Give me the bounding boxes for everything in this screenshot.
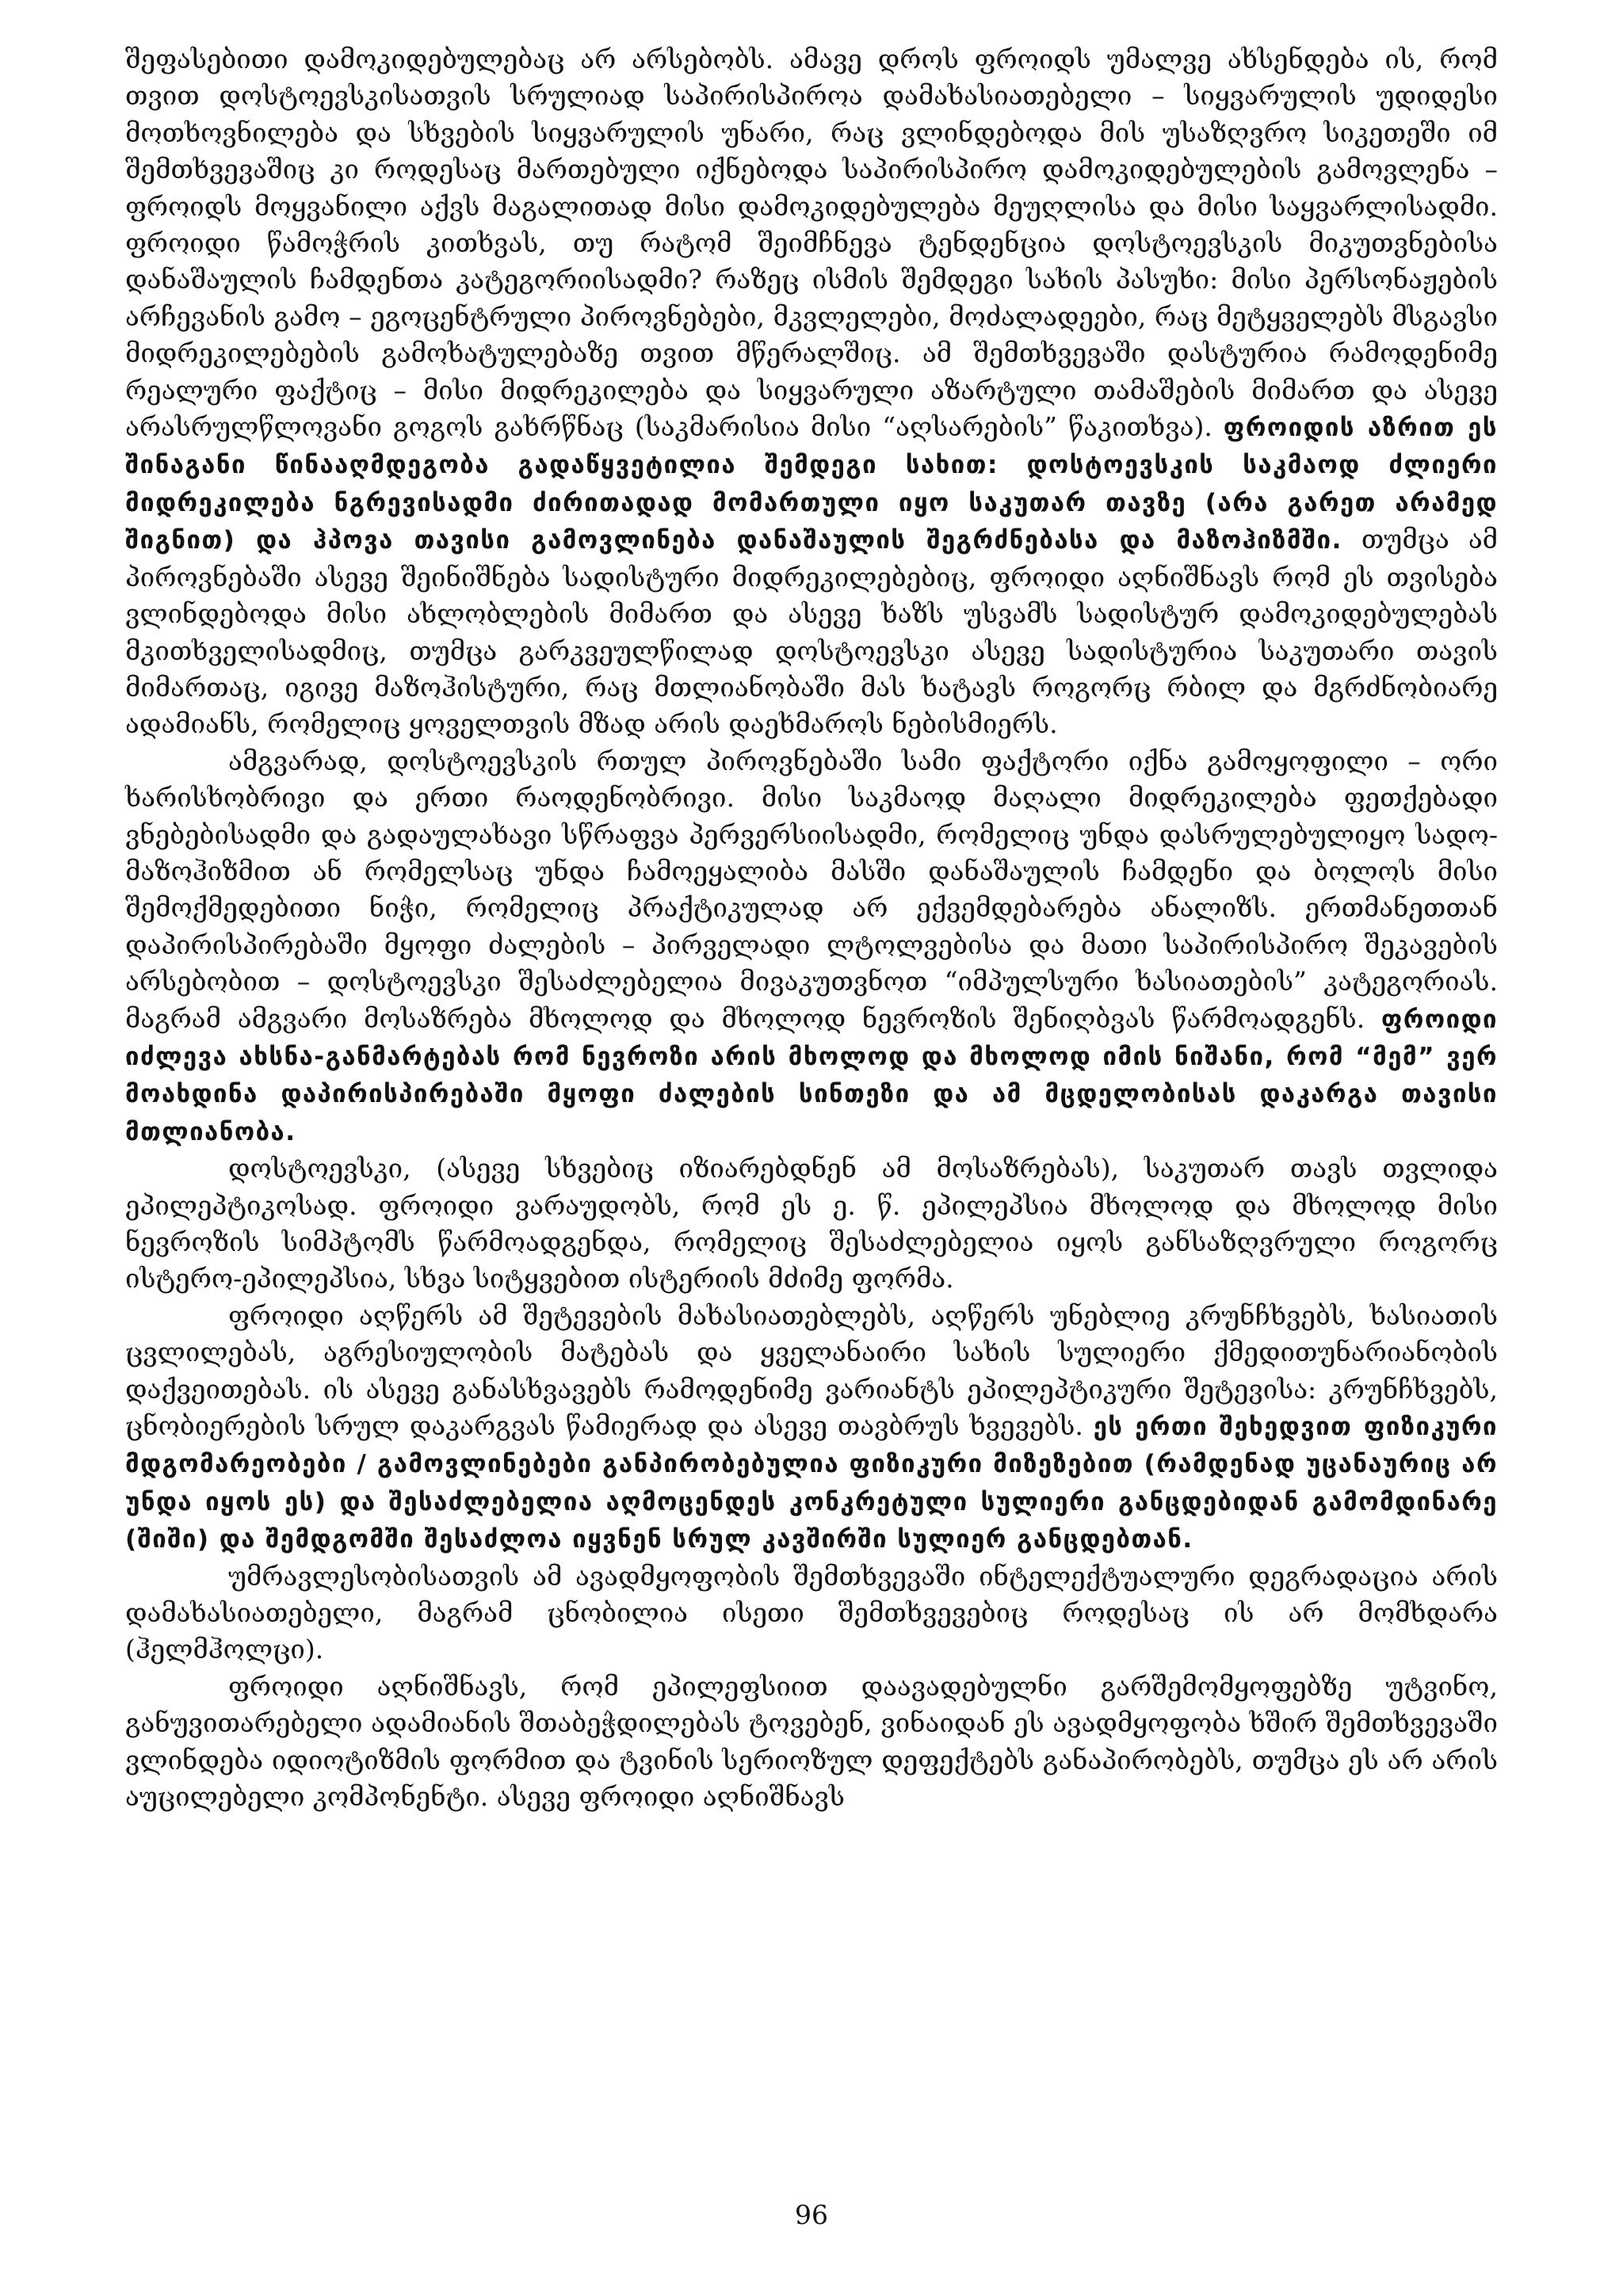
paragraph-4-bold-1: ეს ერთი შეხედვით ფიზიკური მდგომარეობები / გამოვლინებები განპირობებულია ფიზიკური მიზეზებით (რამდენად უცანაურიც არ უნდა იყოს ეს) და შესაძლებელია აღმოცენდეს კონკრეტული სულიერი განცდებიდან გამომდინარე (შიში) და შემდგომში შესაძლოა იყვნენ სრულ კავშირში სულიერ განცდებთან. <box>125 1413 1498 1554</box>
paragraph-3 <box>125 1150 1498 1298</box>
paragraph-1-bold-1: ფროიდის აზრით ეს შინაგანი წინააღმდეგობა გადაწყვეტილია შემდეგი სახით: დოსტოევსკის საკმაოდ ძლიერი მიდრეკილება ნგრევისადმი ძირითადად მომართული იყო საკუთარ თავზე (არა გარეთ არამედ შიგნით) და ჰპოვა თავისი გამოვლინება დანაშაულის შეგრძნებასა და მაზოჰიზმში. <box>125 414 1498 555</box>
paragraph-6-text-1: ფროიდი აღნიშნავს, რომ ეპილეფსიით დაავადებულნი გარშემომყოფებზე უტვინო, განუვითარებელი ადამიანის შთაბეჭდილებას ტოვებენ, ვინაიდან ეს ავადმყოფობა ხშირ შემთხვევაში ვლინდება იდიოტიზმის ფორმით და ტვინის სერიოზულ დეფექტებს განაპირობებს, თუმცა ეს არ არის აუცილებელი კომპონენტი. ასევე ფროიდი აღნიშნავს <box>125 1670 1498 1813</box>
paragraph-5 <box>125 1558 1498 1669</box>
paragraph-5-text-1: უმრავლესობისათვის ამ ავადმყოფობის შემთხვევაში ინტელექტუალური დეგრადაცია არის დამახასიათებელი, მაგრამ ცნობილია ისეთი შემთხვევებიც როდესაც ის არ მომხდარა (ჰელმჰოლცი). <box>125 1560 1498 1665</box>
paragraph-2 <box>125 743 1498 1150</box>
paragraph-3-text-1: დოსტოევსკი, (ასევე სხვებიც იზიარებდნენ ამ მოსაზრებას), საკუთარ თავს თვლიდა ეპილეპტიკოსად. ფროიდი ვარაუდობს, რომ ეს ე. წ. ეპილეპსია მხოლოდ და მხოლოდ მისი ნევროზის სიმპტომს წარმოადგენდა, რომელიც შესაძლებელია იყოს განსაზღვრული როგორც ისტერო-ეპილეპსია, სხვა სიტყვებით ისტერიის მძიმე ფორმა. <box>125 1153 1498 1295</box>
paragraph-6 <box>125 1669 1498 1816</box>
paragraph-2-bold-1: ფროიდი იძლევა ახსნა-განმარტებას რომ ნევროზი არის მხოლოდ და მხოლოდ იმის ნიშანი, რომ “მემ” ვერ მოახდინა დაპირისპირებაში მყოფი ძალების სინთეზი და ამ მცდელობისას დაკარგა თავისი მთლიანობა. <box>125 1005 1498 1146</box>
page-number: 96 <box>795 2199 828 2230</box>
paragraph-1 <box>125 41 1498 743</box>
paragraph-1-text-2: თუმცა ამ პიროვნებაში ასევე შეინიშნება სადისტური მიდრეკილებებიც, ფროიდი აღნიშნავს რომ ეს თვისება ვლინდებოდა მისი ახლობლების მიმართ და ასევე ხაზს უსვამს სადისტურ დამოკიდებულებას მკითხველისადმიც, თუმცა გარკვეულწილად დოსტოევსკი ასევე სადისტურია საკუთარი თავის მიმართაც, იგივე მაზოჰისტური, რაც მთლიანობაში მას ხატავს როგორც რბილ და მგრძნობიარე ადამიანს, რომელიც ყოველთვის მზად არის დაეხმაროს ნებისმიერს. <box>125 524 1498 740</box>
paragraph-4-text-1: ფროიდი აღწერს ამ შეტევების მახასიათებლებს, აღწერს უნებლიე კრუნჩხვებს, ხასიათის ცვლილებას, აგრესიულობის მატებას და ყველანაირი სახის სულიერი ქმედითუნარიანობის დაქვეითებას. ის ასევე განასხვავებს რამოდენიმე ვარიანტს ეპილეპტიკური შეტევისა: კრუნჩხვებს, ცნობიერების სრულ დაკარგვას წამიერად და ასევე თავბრუს ხვევებს. <box>125 1299 1498 1442</box>
paragraph-1-text-1: შეფასებითი დამოკიდებულებაც არ არსებობს. ამავე დროს ფროიდს უმალვე ახსენდება ის, რომ თვით დოსტოევსკისათვის სრულიად საპირისპიროა დამახასიათებელი – სიყვარულის უდიდესი მოთხოვნილება და სხვების სიყვარულის უნარი, რაც ვლინდებოდა მის უსაზღვრო სიკეთეში იმ შემთხვევაშიც კი როდესაც მართებული იქნებოდა საპირისპირო დამოკიდებულების გამოვლენა – ფროიდს მოყვანილი აქვს მაგალითად მისი დამოკიდებულება მეუღლისა და მისი საყვარლისადმი. ფროიდი წამოჭრის კითხვას, თუ რატომ შეიმჩნევა ტენდენცია დოსტოევსკის მიკუთვნებისა დანაშაულის ჩამდენთა კატეგორიისადმი? რაზეც ისმის შემდეგი სახის პასუხი: მისი პერსონაჟების არჩევანის გამო – ეგოცენტრული პიროვნებები, მკვლელები, მოძალადეები, რაც მეტყველებს მსგავსი მიდრეკილებების გამოხატულებაზე თვით მწერალშიც. ამ შემთხვევაში დასტურია რამოდენიმე რეალური ფაქტიც – მისი მიდრეკილება და სიყვარული აზარტული თამაშების მიმართ და ასევე არასრულწლოვანი გოგოს გახრწნაც (საკმარისია მისი “აღსარების” წაკითხვა). <box>125 44 1498 443</box>
paragraph-2-text-1: ამგვარად, დოსტოევსკის რთულ პიროვნებაში სამი ფაქტორი იქნა გამოყოფილი – ორი ხარისხობრივი და ერთი რაოდენობრივი. მისი საკმაოდ მაღალი მიდრეკილება ფეთქებადი ვნებებისადმი და გადაულახავი სწრაფვა პერვერსიისადმი, რომელიც უნდა დასრულებულიყო სადო-მაზოჰიზმით ან რომელსაც უნდა ჩამოეყალიბა მასში დანაშაულის ჩამდენი და ბოლოს მისი შემოქმედებითი ნიჭი, რომელიც პრაქტიკულად არ ექვემდებარება ანალიზს. ერთმანეთთან დაპირისპირებაში მყოფი ძალების – პირველადი ლტოლვებისა და მათი საპირისპირო შეკავების არსებობით – დოსტოევსკი შესაძლებელია მივაკუთვნოთ “იმპულსური ხასიათების” კატეგორიას. მაგრამ ამგვარი მოსაზრება მხოლოდ და მხოლოდ ნევროზის შენიღბვას წარმოადგენს. <box>125 745 1498 1034</box>
paragraph-4 <box>125 1298 1498 1558</box>
document-body <box>125 41 1498 1816</box>
